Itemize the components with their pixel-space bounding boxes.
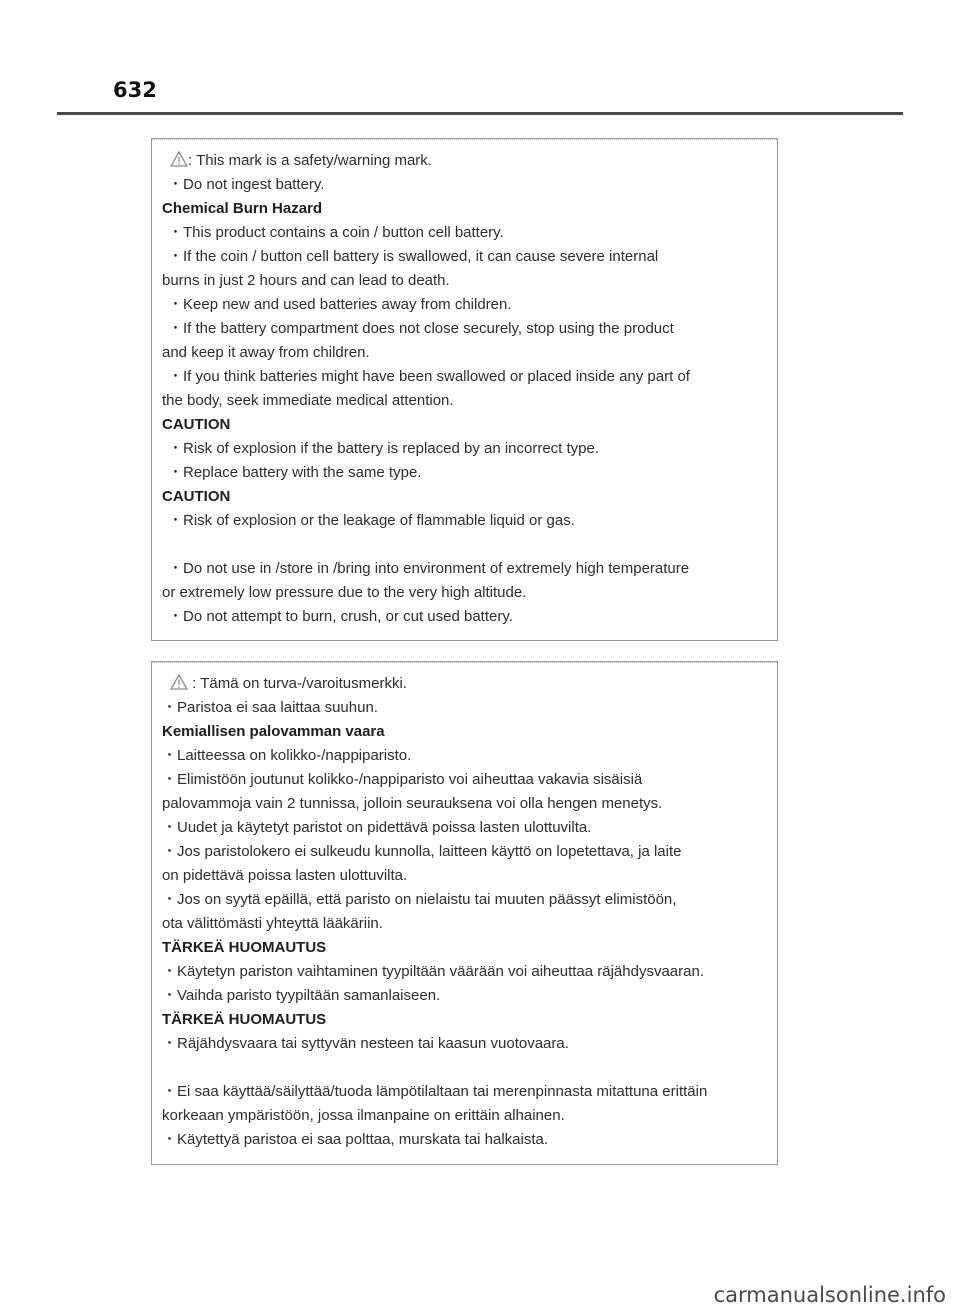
warning-mark-text: : This mark is a safety/warning mark. <box>188 152 432 169</box>
finnish-warning-box <box>151 661 778 1165</box>
text-line: ・Käytettyä paristoa ei saa polttaa, murskata tai halkaista. <box>162 1131 549 1148</box>
blank-line <box>162 1056 767 1080</box>
watermark: carmanualsonline.info <box>713 1283 946 1307</box>
english-lines <box>162 173 767 629</box>
text-line: ・This product contains a coin / button cell battery. <box>168 224 504 241</box>
finnish-lines <box>162 696 767 1152</box>
text-line: ・If the coin / button cell battery is swallowed, it can cause severe internal <box>168 248 659 265</box>
text-line: ・Käytetyn pariston vaihtaminen tyypiltään väärään voi aiheuttaa räjähdysvaaran. <box>162 963 704 980</box>
warning-triangle-icon <box>170 151 188 167</box>
text-line: ・Ei saa käyttää/säilyttää/tuoda lämpötilaltaan tai merenpinnasta mitattuna erittäin <box>162 1083 708 1100</box>
text-line: ・Elimistöön joutunut kolikko-/nappiparisto voi aiheuttaa vakavia sisäisiä <box>162 771 643 788</box>
text-line: and keep it away from children. <box>162 344 370 361</box>
text-line: ・Replace battery with the same type. <box>168 464 422 481</box>
english-warning-box <box>151 138 778 641</box>
text-line: burns in just 2 hours and can lead to death. <box>162 272 450 289</box>
text-line: ・Do not use in /store in /bring into environment of extremely high temperature <box>168 560 690 577</box>
section-heading: CAUTION <box>162 416 231 433</box>
text-line: ota välittömästi yhteyttä lääkäriin. <box>162 915 383 932</box>
warning-mark-line <box>162 149 767 173</box>
warning-mark-line <box>162 672 767 696</box>
text-line: on pidettävä poissa lasten ulottuvilta. <box>162 867 408 884</box>
text-line: ・Jos on syytä epäillä, että paristo on nielaistu tai muuten päässyt elimistöön, <box>162 891 677 908</box>
text-line: korkeaan ympäristöön, jossa ilmanpaine on erittäin alhainen. <box>162 1107 565 1124</box>
text-line: ・Uudet ja käytetyt paristot on pidettävä poissa lasten ulottuvilta. <box>162 819 592 836</box>
page-number: 632 <box>113 78 157 102</box>
section-heading: Chemical Burn Hazard <box>162 200 323 217</box>
text-line: ・Laitteessa on kolikko-/nappiparisto. <box>162 747 412 764</box>
section-heading: Kemiallisen palovamman vaara <box>162 723 385 740</box>
text-line: ・Risk of explosion if the battery is replaced by an incorrect type. <box>168 440 600 457</box>
text-line: ・Do not attempt to burn, crush, or cut used battery. <box>168 608 513 625</box>
header-divider <box>57 112 903 115</box>
section-heading: TÄRKEÄ HUOMAUTUS <box>162 939 327 956</box>
text-line: palovammoja vain 2 tunnissa, jolloin seurauksena voi olla hengen menetys. <box>162 795 663 812</box>
text-line: ・Do not ingest battery. <box>168 176 325 193</box>
text-line: ・Jos paristolokero ei sulkeudu kunnolla, laitteen käyttö on lopetettava, ja laite <box>162 843 682 860</box>
text-line: ・Paristoa ei saa laittaa suuhun. <box>162 699 378 716</box>
text-line: ・Keep new and used batteries away from children. <box>168 296 512 313</box>
section-heading: TÄRKEÄ HUOMAUTUS <box>162 1011 327 1028</box>
text-line: the body, seek immediate medical attention. <box>162 392 454 409</box>
text-line: ・Räjähdysvaara tai syttyvän nesteen tai kaasun vuotovaara. <box>162 1035 569 1052</box>
blank-line <box>162 533 767 557</box>
text-line: ・If the battery compartment does not close securely, stop using the product <box>168 320 674 337</box>
section-heading: CAUTION <box>162 488 231 505</box>
warning-mark-text: : Tämä on turva-/varoitusmerkki. <box>188 675 407 692</box>
text-line: ・Risk of explosion or the leakage of flammable liquid or gas. <box>168 512 575 529</box>
text-line: ・Vaihda paristo tyypiltään samanlaiseen. <box>162 987 441 1004</box>
warning-triangle-icon <box>170 674 188 690</box>
text-line: or extremely low pressure due to the very high altitude. <box>162 584 527 601</box>
text-line: ・If you think batteries might have been swallowed or placed inside any part of <box>168 368 690 385</box>
